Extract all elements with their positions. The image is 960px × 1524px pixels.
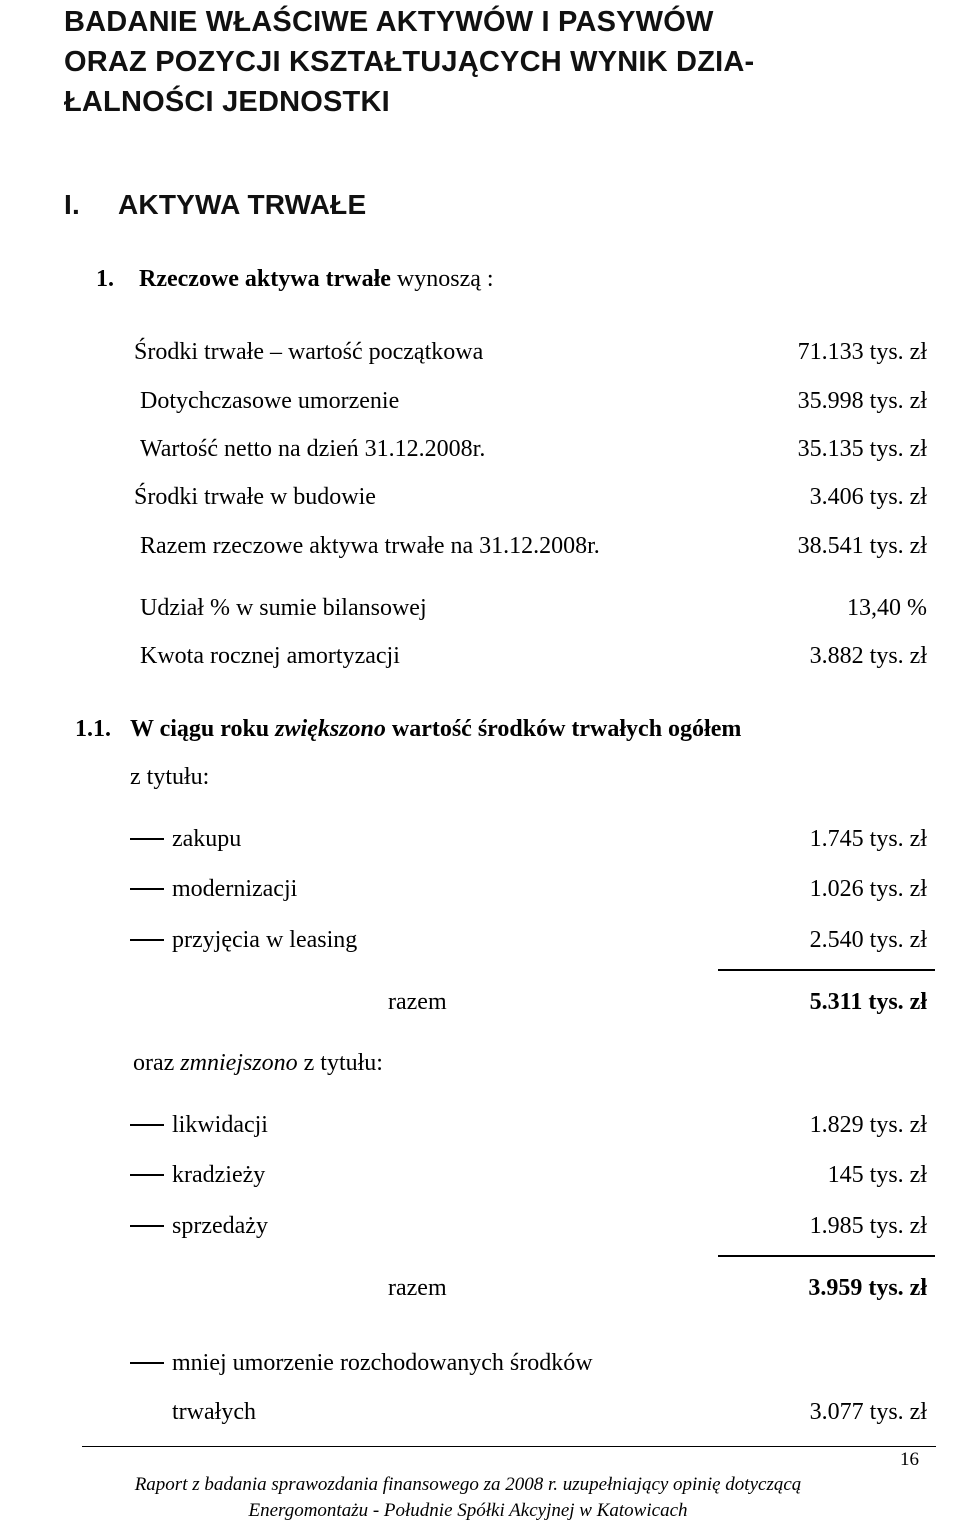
depreciation-label-line-1: mniej umorzenie rozchodowanych środków	[172, 1350, 593, 1376]
depreciation-label-line-2: trwałych	[172, 1399, 256, 1425]
decrease-suffix: z tytułu:	[297, 1050, 383, 1076]
increase-subheading: z tytułu:	[130, 764, 210, 790]
row-value: 13,40 %	[847, 595, 927, 621]
row-value: 38.541 tys. zł	[797, 533, 927, 559]
decrease-item-label: likwidacji	[172, 1112, 268, 1138]
row-value: 3.406 tys. zł	[809, 484, 927, 510]
decrease-emphasis: zmniejszono	[180, 1050, 298, 1076]
row-label: Wartość netto na dzień 31.12.2008r.	[140, 436, 486, 462]
dash-marker	[130, 1362, 164, 1364]
document-title-line-1: BADANIE WŁAŚCIWE AKTYWÓW I PASYWÓW	[64, 6, 714, 38]
row-label: Razem rzeczowe aktywa trwałe na 31.12.2008r.	[140, 533, 600, 559]
increase-text-before: W ciągu roku	[130, 716, 276, 742]
decrease-item-label: kradzieży	[172, 1162, 266, 1188]
document-title-line-2: ORAZ POZYCJI KSZTAŁTUJĄCYCH WYNIK DZIA-	[64, 46, 755, 78]
row-label: Udział % w sumie bilansowej	[140, 595, 427, 621]
decrease-prefix: oraz	[133, 1050, 181, 1076]
section-number: I.	[64, 189, 80, 220]
dash-marker	[130, 888, 164, 890]
row-label: Dotychczasowe umorzenie	[140, 388, 400, 414]
row-value: 71.133 tys. zł	[797, 339, 927, 365]
decrease-total-label: razem	[388, 1275, 447, 1301]
decrease-item-value: 145 tys. zł	[827, 1162, 927, 1188]
decrease-total-value: 3.959 tys. zł	[808, 1275, 927, 1301]
subsection-number: 1.	[96, 266, 114, 292]
increase-item-value: 1.745 tys. zł	[809, 826, 927, 852]
row-label: Kwota rocznej amortyzacji	[140, 643, 400, 669]
decrease-heading	[133, 1048, 383, 1078]
increase-text-after: wartość środków trwałych ogółem	[385, 716, 742, 742]
page-number: 16	[900, 1449, 919, 1470]
increase-item-label: modernizacji	[172, 876, 298, 902]
subsection-title: Rzeczowe aktywa trwałe	[139, 266, 391, 292]
increase-total-value: 5.311 tys. zł	[809, 989, 927, 1015]
increase-item-value: 1.026 tys. zł	[809, 876, 927, 902]
footer-line-2: Energomontażu - Południe Spółki Akcyjnej w Katowicach	[248, 1500, 688, 1521]
subsection-suffix: wynoszą :	[390, 266, 494, 292]
dash-marker	[130, 1124, 164, 1126]
footer-rule	[82, 1446, 936, 1447]
increase-number: 1.1.	[75, 716, 111, 742]
row-value: 35.135 tys. zł	[797, 436, 927, 462]
decrease-item-label: sprzedaży	[172, 1213, 268, 1239]
row-value: 35.998 tys. zł	[797, 388, 927, 414]
dash-marker	[130, 1174, 164, 1176]
subsection-heading	[139, 264, 494, 294]
dash-marker	[130, 838, 164, 840]
increase-heading	[130, 714, 741, 744]
row-label: Środki trwałe – wartość początkowa	[134, 339, 484, 365]
dash-marker	[130, 939, 164, 941]
increase-emphasis: zwiększono	[275, 716, 386, 742]
footer-line-1: Raport z badania sprawozdania finansowego za 2008 r. uzupełniający opinię dotyczącą	[134, 1474, 802, 1495]
sum-rule	[718, 1255, 935, 1257]
increase-item-value: 2.540 tys. zł	[809, 927, 927, 953]
increase-item-label: przyjęcia w leasing	[172, 927, 358, 953]
decrease-item-value: 1.829 tys. zł	[809, 1112, 927, 1138]
row-label: Środki trwałe w budowie	[134, 484, 376, 510]
document-title-line-3: ŁALNOŚCI JEDNOSTKI	[64, 86, 390, 118]
row-value: 3.882 tys. zł	[809, 643, 927, 669]
increase-total-label: razem	[388, 989, 447, 1015]
increase-item-label: zakupu	[172, 826, 242, 852]
dash-marker	[130, 1225, 164, 1227]
sum-rule	[718, 969, 935, 971]
section-title: AKTYWA TRWAŁE	[118, 189, 367, 220]
decrease-item-value: 1.985 tys. zł	[809, 1213, 927, 1239]
depreciation-value: 3.077 tys. zł	[809, 1399, 927, 1425]
